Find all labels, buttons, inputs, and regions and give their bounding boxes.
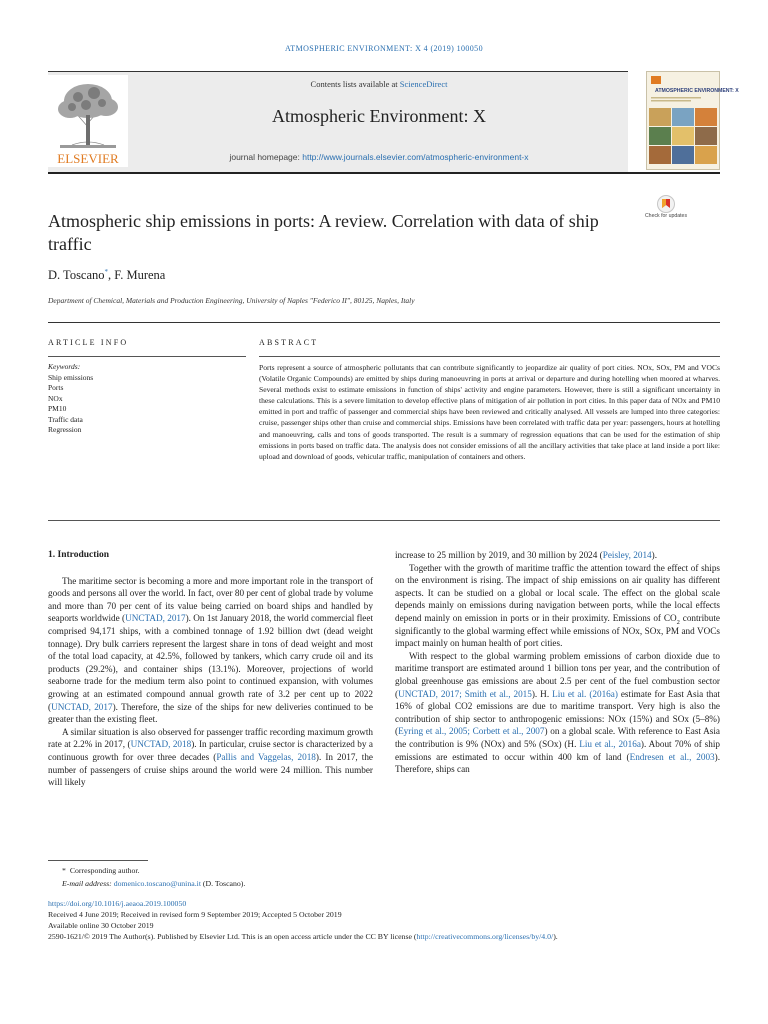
paragraph-text: ). H. [531,688,553,699]
paragraph [48,575,373,726]
paragraph-text: ). Therefore, the size of the ships for new deliveries continued to be greater than the existing fleet. [48,701,373,725]
email-link[interactable]: domenico.toscano@unina.it [113,878,201,888]
abstract-caption: ABSTRACT [259,338,319,347]
email-suffix: (D. Toscano). [200,878,246,888]
author-separator: , [108,268,115,283]
paragraph-text: ). On 1st January 2018, the world commercial fleet comprised 94,171 ships, with a combined tonnage of 1.92 billion dwt (dead weight tonnage). Dry bulk carriers represent the largest share in tons of dead weight and most of the total load capacity, at 42.5%, followed by tankers, which carry crude oil and its products (29.2%), and container ships (13.1%). Moreover, projections of world seaborne trade for the medium term also point to continued expansion, with volumes growing at an estimated compound annual growth rate of 3.2 per cent up to 2022 ( [48,613,373,712]
author-list [48,268,165,283]
publication-metadata [48,898,728,942]
paragraph-text: ). [651,550,657,560]
journal-cover-image [647,72,739,169]
body-column-left [48,549,373,789]
banner-rule [48,172,720,174]
paragraph-text: estimate for East Asia that 16% of global CO2 emissions are due to maritime transport. Very high is also the contribution of ship sector to anthropogenic emissions: NOx (15%) and SOx (5–8%) ( [395,688,720,737]
homepage-label: journal homepage: [229,152,303,162]
footnotes [48,865,720,890]
elsevier-wordmark: ELSEVIER [57,151,119,166]
body-column-right [395,549,720,776]
keyword-item: Ports [48,383,64,392]
article-title: Atmospheric ship emissions in ports: A review. Correlation with data of ship traffic [48,211,599,254]
journal-title: Atmospheric Environment: X [272,106,486,126]
keyword-item: NOx [48,393,63,403]
keywords-list [48,362,246,436]
check-for-updates-label: Check for updates [644,213,688,219]
paragraph-text: The maritime sector is becoming a more and more important role in the transport of goods and persons all over the world. In fact, over 80 per cent of global trade by volume and more than 70 per cent of its value being carried on board ships and handled by seaports worldwide ( [48,575,373,624]
abstract-text: Ports represent a source of atmospheric pollutants that can contribute significantly to jeopardize air quality of port cities. NOx, SOx, PM and VOCs (Volatile Organic Compounds) are emitted by ships during manoeuvring in ports at arrival or departure and during hotelling when moored at wharves. Several methods exist to estimate emissions in function of ships' activity and engine parameters. However, there is still a significant uncertainty in these calculations. This is a severe limitation to develop effective plans of mitigation of air pollution in port cities. In this paper data of NOx and PM10 emitted in port and traffic of passenger and commercial ships have been reviewed and critically analysed. All vessels are lumped into three categories: cruise, passenger ships other than cruise and commercial ships. Emissions have been correlated with traffic data per year: passengers, hours at hotelling and manoeuvring, calls and tons of goods transported. The result is a summary of regression equations that can be used for the estimation of ship emissions in ports based on traffic data. The analysis does not consider emissions of all the ancillary activities that take place at land inside a port like: upload and download of goods, vehicular traffic, manipulation of containers and others. [259,363,720,461]
footnote-mark: * [62,866,66,875]
article-info-caption: ARTICLE INFO [48,338,129,347]
article-info-rule [48,356,246,357]
paragraph [395,549,720,562]
header-divider [48,322,720,323]
license-link[interactable]: http://creativecommons.org/licenses/by/4.0/ [416,932,554,941]
paragraph-text: increase to 25 million by 2019, and 30 million by 2024 ( [395,550,603,560]
citation-link[interactable]: UNCTAD, 2018 [130,739,192,750]
citation-link[interactable]: Liu et al. (2016a) [552,688,618,699]
citation-link[interactable]: Eyring et al., 2005; Corbett et al., 2007 [398,726,545,737]
citation-link[interactable]: UNCTAD, 2017 [125,613,186,624]
paragraph-text: contribute significantly to the global warming effect while emissions of NOx, SOx, PM and VOCs impact mainly on human health of port cities. [395,612,720,649]
paragraph-text: ). Therefore, ships can [395,751,720,775]
available-online: Available online 30 October 2019 [48,921,154,930]
author-toscano: D. Toscano [48,268,105,283]
affiliation: Department of Chemical, Materials and Production Engineering, University of Naples "Federico II", 80125, Naples, Italy [48,296,415,305]
paragraph [395,562,720,650]
check-for-updates-icon [644,193,688,233]
contents-prefix: Contents lists available at [310,79,400,89]
footnote-text: Corresponding author. [69,866,140,875]
author-murena: F. Murena [114,268,166,283]
paragraph-text: Together with the growth of maritime traffic the attention toward the effect of ships on the environment is rising. The impact of ship emissions on air quality has different aspects. It can be studied on a global or local scale. The effect on the global scale depends mainly on emissions during navigation between ports, while the local effects depend mainly on emission in ports or in their proximity. Emissions of CO [395,562,720,623]
elsevier-tree-icon [48,75,128,167]
citation-link[interactable]: UNCTAD, 2017; Smith et al., 2015 [398,688,532,699]
email-note [48,878,720,891]
citation-link[interactable]: Peisley, 2014 [602,550,652,560]
homepage-link[interactable]: http://www.journals.elsevier.com/atmospheric-environment-x [302,152,529,162]
keywords-label: Keywords: [48,362,81,371]
keyword-item: Ship emissions [48,372,94,382]
contents-line [130,79,628,89]
corresponding-author-mark[interactable]: * [104,268,109,276]
check-for-updates-button[interactable] [644,193,688,233]
paragraph-text: With respect to the global warming problem emissions of carbon dioxide due to maritime transport are estimated around 1 billion tons per year, and the contribution of global greenhouse gas emissions are about 2.5 per cent of the fuel combustion sector ( [395,650,720,699]
keyword-item: PM10 [48,404,67,413]
subscript: 2 [676,618,680,626]
corresponding-author-note [48,865,720,878]
paragraph-text: ) on a global scale. With reference to East Asia the contribution is 9% (NOx) and 5% (SOx) (H. [395,726,720,749]
license-text: 2590-1621/© 2019 The Author(s). Published by Elsevier Ltd. This is an open access article under the CC BY license ( [48,932,417,941]
section-heading-introduction: 1. Introduction [48,550,110,560]
paragraph-text: ). In particular, cruise sector is characterized by a continuous growth for over three decades ( [48,739,373,762]
journal-cover [646,71,739,170]
paragraph [395,650,720,776]
paragraph [48,726,373,789]
doi-link[interactable]: https://doi.org/10.1016/j.aeaoa.2019.100050 [48,899,187,908]
elsevier-logo [48,75,128,167]
keyword-item: Regression [48,425,82,434]
citation-link[interactable]: UNCTAD, 2017 [51,701,113,712]
citation-link[interactable]: Pallis and Vaggelas, 2018 [216,751,316,762]
email-label: E-mail address: [62,878,114,888]
sciencedirect-link[interactable]: ScienceDirect [399,79,448,89]
citation-link[interactable]: Endresen et al., 2003 [629,751,715,762]
journal-homepage [130,152,628,162]
citation-link[interactable]: Liu et al., 2016a [579,738,641,749]
license-text: ). [553,932,558,941]
paragraph-text: ). About 70% of ship emissions are estimated to occur within 400 km of land ( [395,738,720,762]
abstract-rule [259,356,720,357]
received-dates: Received 4 June 2019; Received in revised form 9 September 2019; Accepted 5 October 2019 [48,910,342,919]
paragraph-text: A similar situation is also observed for passenger traffic recording maximum growth rate at 2.2% in 2017, ( [48,726,373,750]
running-header[interactable]: ATMOSPHERIC ENVIRONMENT: X 4 (2019) 100050 [285,44,483,53]
paragraph-text: ). In 2017, the number of passengers of cruise ships around the world were 24 million. This number will likely [48,751,374,788]
license-line [48,931,728,942]
footnote-rule [48,860,148,861]
abstract-bottom-rule [48,520,720,521]
cover-title: ATMOSPHERIC ENVIRONMENT: X [655,88,739,94]
keyword-item: Traffic data [48,414,83,424]
